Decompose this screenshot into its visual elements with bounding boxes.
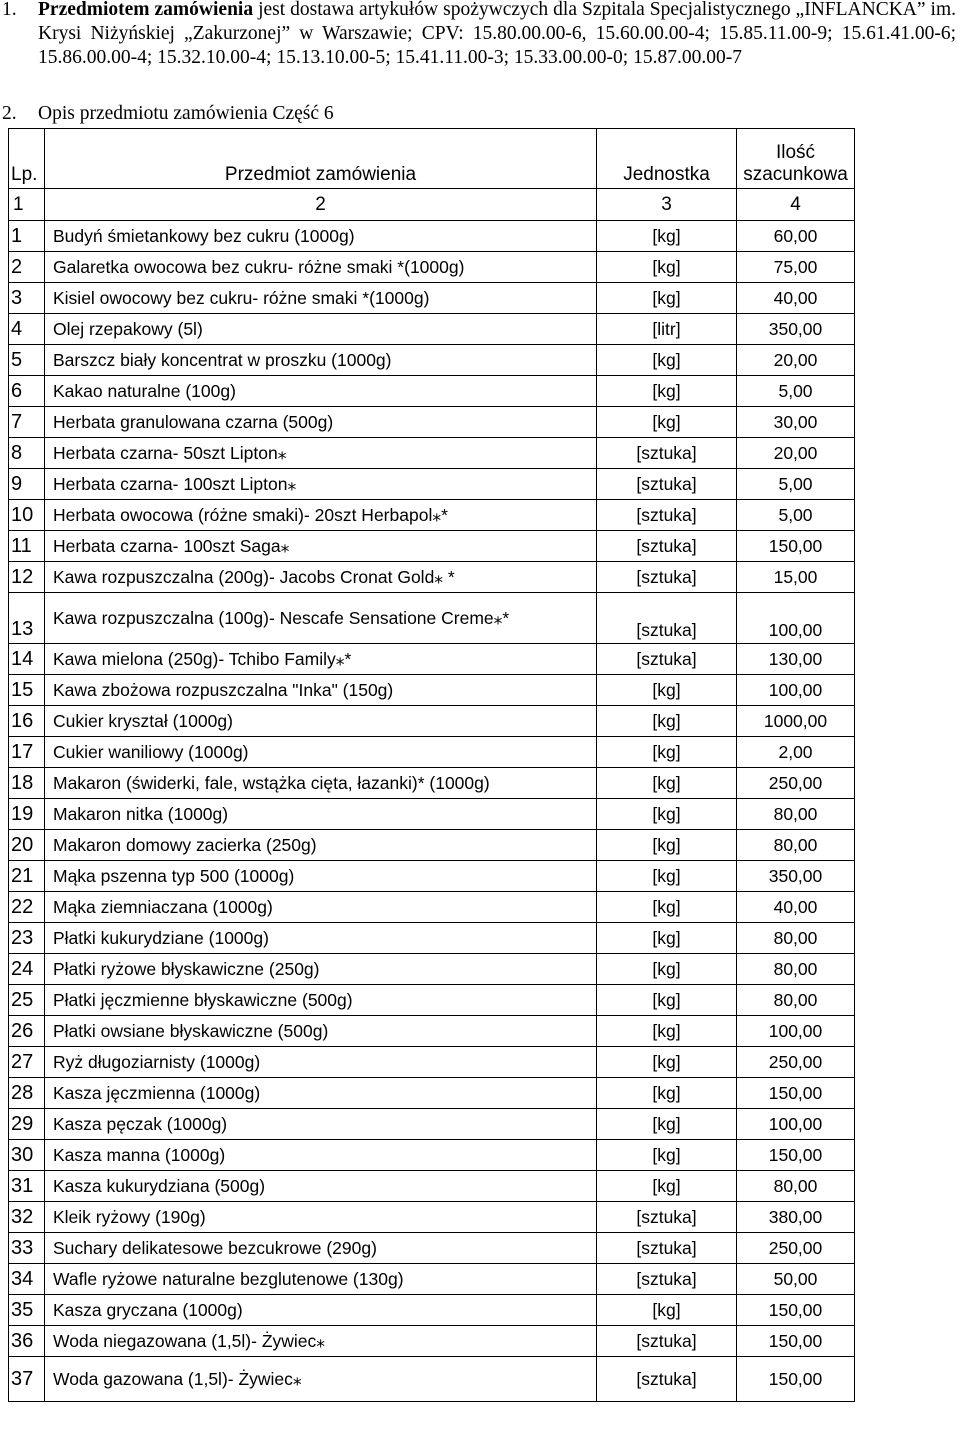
subject-text: jest dostawa artykułów spożywczych dla Szpitala Specjalistycznego „INFLANCKA” im. Krysi Niżyńskiej „Zakurzonej” w Warszawie; CPV: 15.80.00.00-6, 15.60.00.00-4; 15.85.11.00-9; 15.61.41.00-6; 15.86.00.00-4; 15.32.10.00-4; 15.13.10.00-5; 15.41.11.00-3; 15.33.00.00-0; 15.87.00.00-7 [38,0,956,68]
table-row [9,1171,855,1202]
item-name: Kisiel owocowy bez cukru- różne smaki *(1000g) [45,283,597,314]
item-quantity: 50,00 [737,1264,855,1295]
item-quantity: 150,00 [737,1357,855,1402]
item-unit: [kg] [597,861,737,892]
item-name: Kawa zbożowa rozpuszczalna "Inka" (150g) [45,675,597,706]
item-quantity: 250,00 [737,1233,855,1264]
item-name: Makaron domowy zacierka (250g) [45,830,597,861]
table-row [9,221,855,252]
table-row [9,593,855,644]
row-number: 11 [9,531,45,562]
row-number: 24 [9,954,45,985]
column-number: 2 [45,189,597,221]
item-name: Galaretka owocowa bez cukru- różne smaki *(1000g) [45,252,597,283]
column-number: 3 [597,189,737,221]
row-number: 7 [9,407,45,438]
row-number: 28 [9,1078,45,1109]
item-quantity: 100,00 [737,1016,855,1047]
row-number: 1 [9,221,45,252]
table-row [9,892,855,923]
item-name: Mąka ziemniaczana (1000g) [45,892,597,923]
row-number: 14 [9,644,45,675]
row-number: 10 [9,500,45,531]
table-row [9,314,855,345]
row-number: 8 [9,438,45,469]
item-name: Płatki kukurydziane (1000g) [45,923,597,954]
item-quantity: 40,00 [737,892,855,923]
header-qty-line2: szacunkowa [743,164,848,185]
item-unit: [kg] [597,954,737,985]
table-row [9,469,855,500]
item-quantity: 150,00 [737,531,855,562]
row-number: 3 [9,283,45,314]
table-row [9,737,855,768]
table-row [9,562,855,593]
item-unit: [kg] [597,283,737,314]
item-name: Herbata owocowa (różne smaki)- 20szt Herbapol⁎* [45,500,597,531]
item-unit: [kg] [597,675,737,706]
item-unit: [kg] [597,407,737,438]
item-unit: [sztuka] [597,1357,737,1402]
table-row [9,768,855,799]
item-unit: [kg] [597,345,737,376]
row-number: 31 [9,1171,45,1202]
row-number: 33 [9,1233,45,1264]
item-quantity: 20,00 [737,438,855,469]
item-name: Woda niegazowana (1,5l)- Żywiec⁎ [45,1326,597,1357]
item-name: Płatki owsiane błyskawiczne (500g) [45,1016,597,1047]
table-row [9,954,855,985]
header-qty-line1: Ilość [775,142,816,163]
table-header-row [9,129,855,189]
row-number: 12 [9,562,45,593]
item-quantity: 80,00 [737,954,855,985]
item-name: Mąka pszenna typ 500 (1000g) [45,861,597,892]
item-quantity: 100,00 [737,1109,855,1140]
item-unit: [kg] [597,830,737,861]
item-quantity: 30,00 [737,407,855,438]
table-row [9,1140,855,1171]
item-quantity: 250,00 [737,768,855,799]
item-unit: [sztuka] [597,1202,737,1233]
row-number: 27 [9,1047,45,1078]
item-unit: [kg] [597,252,737,283]
item-quantity: 100,00 [737,593,855,644]
item-quantity: 40,00 [737,283,855,314]
item-name: Kawa rozpuszczalna (100g)- Nescafe Sensatione Creme⁎* [45,593,597,644]
item-name: Kleik ryżowy (190g) [45,1202,597,1233]
row-number: 9 [9,469,45,500]
item-unit: [kg] [597,221,737,252]
table-row [9,500,855,531]
paragraph-description [2,102,334,126]
item-quantity: 80,00 [737,923,855,954]
row-number: 6 [9,376,45,407]
row-number: 34 [9,1264,45,1295]
table-row [9,644,855,675]
row-number: 18 [9,768,45,799]
item-name: Kawa mielona (250g)- Tchibo Family⁎* [45,644,597,675]
item-quantity: 250,00 [737,1047,855,1078]
item-name: Kasza manna (1000g) [45,1140,597,1171]
item-quantity: 80,00 [737,1171,855,1202]
row-number: 19 [9,799,45,830]
row-number: 37 [9,1357,45,1402]
row-number: 15 [9,675,45,706]
item-quantity: 130,00 [737,644,855,675]
table-row [9,861,855,892]
row-number: 13 [9,593,45,644]
table-row [9,923,855,954]
item-name: Kasza kukurydziana (500g) [45,1171,597,1202]
item-name: Kakao naturalne (100g) [45,376,597,407]
item-quantity: 5,00 [737,500,855,531]
item-quantity: 150,00 [737,1140,855,1171]
item-unit: [sztuka] [597,1264,737,1295]
header-unit: Jednostka [597,129,737,189]
item-quantity: 1000,00 [737,706,855,737]
row-number: 23 [9,923,45,954]
table-row [9,531,855,562]
table-row [9,830,855,861]
table-row [9,252,855,283]
item-unit: [sztuka] [597,438,737,469]
paragraph-subject [2,0,956,70]
item-unit: [kg] [597,892,737,923]
row-number: 30 [9,1140,45,1171]
row-number: 32 [9,1202,45,1233]
item-name: Barszcz biały koncentrat w proszku (1000g) [45,345,597,376]
item-quantity: 2,00 [737,737,855,768]
item-name: Woda gazowana (1,5l)- Żywiec⁎ [45,1357,597,1402]
row-number: 2 [9,252,45,283]
item-name: Cukier waniliowy (1000g) [45,737,597,768]
header-lp: Lp. [9,129,45,189]
table-row [9,675,855,706]
item-name: Płatki ryżowe błyskawiczne (250g) [45,954,597,985]
item-name: Cukier kryształ (1000g) [45,706,597,737]
item-unit: [kg] [597,1140,737,1171]
column-number: 4 [737,189,855,221]
row-number: 21 [9,861,45,892]
item-name: Olej rzepakowy (5l) [45,314,597,345]
row-number: 16 [9,706,45,737]
item-name: Budyń śmietankowy bez cukru (1000g) [45,221,597,252]
table-row [9,1078,855,1109]
row-number: 4 [9,314,45,345]
paragraph-number: 2. [2,103,17,124]
item-unit: [kg] [597,706,737,737]
table-body [9,221,855,1402]
item-unit: [sztuka] [597,593,737,644]
item-name: Herbata czarna- 50szt Lipton⁎ [45,438,597,469]
item-unit: [kg] [597,1047,737,1078]
table-row [9,283,855,314]
table-row [9,1109,855,1140]
row-number: 17 [9,737,45,768]
item-name: Makaron nitka (1000g) [45,799,597,830]
item-name: Wafle ryżowe naturalne bezglutenowe (130g) [45,1264,597,1295]
row-number: 36 [9,1326,45,1357]
row-number: 25 [9,985,45,1016]
item-name: Makaron (świderki, fale, wstążka cięta, łazanki)* (1000g) [45,768,597,799]
table-row [9,438,855,469]
row-number: 22 [9,892,45,923]
item-quantity: 150,00 [737,1295,855,1326]
table-row [9,407,855,438]
item-name: Kawa rozpuszczalna (200g)- Jacobs Cronat Gold⁎ * [45,562,597,593]
item-unit: [kg] [597,1109,737,1140]
table-row [9,1295,855,1326]
header-qty [737,129,855,189]
item-unit: [kg] [597,1078,737,1109]
table-row [9,985,855,1016]
item-unit: [sztuka] [597,1326,737,1357]
table-row [9,1326,855,1357]
item-name: Kasza pęczak (1000g) [45,1109,597,1140]
item-quantity: 80,00 [737,830,855,861]
order-table [8,128,855,1402]
column-number: 1 [9,189,45,221]
item-unit: [litr] [597,314,737,345]
table-row [9,345,855,376]
row-number: 35 [9,1295,45,1326]
item-unit: [sztuka] [597,562,737,593]
paragraph-number: 1. [2,0,17,20]
item-name: Herbata granulowana czarna (500g) [45,407,597,438]
item-unit: [kg] [597,1295,737,1326]
item-quantity: 80,00 [737,985,855,1016]
table-row [9,1264,855,1295]
table-row [9,1047,855,1078]
table-row [9,376,855,407]
item-unit: [sztuka] [597,644,737,675]
item-name: Ryż długoziarnisty (1000g) [45,1047,597,1078]
row-number: 29 [9,1109,45,1140]
item-quantity: 150,00 [737,1078,855,1109]
item-name: Kasza gryczana (1000g) [45,1295,597,1326]
row-number: 20 [9,830,45,861]
description-heading: Opis przedmiotu zamówienia Część 6 [38,103,334,124]
item-unit: [kg] [597,376,737,407]
item-unit: [kg] [597,737,737,768]
table-row [9,1202,855,1233]
item-quantity: 80,00 [737,799,855,830]
item-unit: [sztuka] [597,1233,737,1264]
item-unit: [kg] [597,1171,737,1202]
item-quantity: 350,00 [737,314,855,345]
item-quantity: 75,00 [737,252,855,283]
item-name: Suchary delikatesowe bezcukrowe (290g) [45,1233,597,1264]
item-quantity: 380,00 [737,1202,855,1233]
item-unit: [kg] [597,923,737,954]
item-name: Kasza jęczmienna (1000g) [45,1078,597,1109]
table-row [9,706,855,737]
table-row [9,1357,855,1402]
item-name: Płatki jęczmienne błyskawiczne (500g) [45,985,597,1016]
table-row [9,799,855,830]
item-unit: [kg] [597,985,737,1016]
item-unit: [kg] [597,799,737,830]
table-row [9,1233,855,1264]
item-unit: [kg] [597,768,737,799]
header-item: Przedmiot zamówienia [45,129,597,189]
item-quantity: 15,00 [737,562,855,593]
row-number: 26 [9,1016,45,1047]
item-quantity: 150,00 [737,1326,855,1357]
item-unit: [sztuka] [597,531,737,562]
item-quantity: 5,00 [737,469,855,500]
item-quantity: 350,00 [737,861,855,892]
item-quantity: 20,00 [737,345,855,376]
row-number: 5 [9,345,45,376]
item-name: Herbata czarna- 100szt Lipton⁎ [45,469,597,500]
item-quantity: 5,00 [737,376,855,407]
item-quantity: 100,00 [737,675,855,706]
column-number-row [9,189,855,221]
item-quantity: 60,00 [737,221,855,252]
table-row [9,1016,855,1047]
item-name: Herbata czarna- 100szt Saga⁎ [45,531,597,562]
item-unit: [sztuka] [597,500,737,531]
item-unit: [sztuka] [597,469,737,500]
item-unit: [kg] [597,1016,737,1047]
subject-heading: Przedmiotem zamówienia [38,0,254,20]
